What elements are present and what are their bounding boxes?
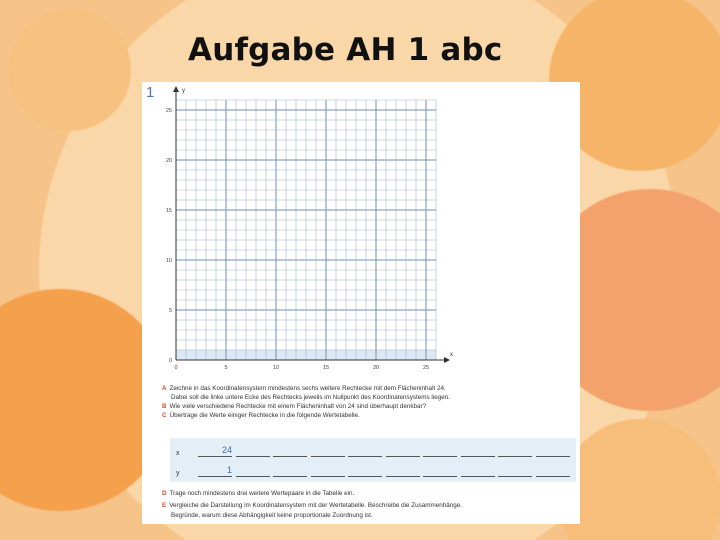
task-e-continued [171,512,373,520]
table-y-cell[interactable] [536,464,570,477]
task-letter: A [162,385,167,392]
x-tick-label: 0 [174,365,178,371]
x-tick-label: 5 [224,365,228,371]
task-text: Übertrage die Werte einiger Rechtecke in die folgende Wertetabelle. [169,412,360,419]
table-y-cell[interactable] [236,464,270,477]
table-y-cell[interactable] [498,464,532,477]
table-y-cell[interactable] [386,464,420,477]
table-x-cell[interactable] [348,444,382,457]
task-letter: E [162,502,167,509]
slide-title: Aufgabe AH 1 abc [188,32,503,68]
table-y-cell[interactable] [348,464,382,477]
task-a [162,385,446,393]
y-tick-label: 15 [165,208,172,214]
task-a-continued [171,394,450,402]
value-table [170,438,576,482]
table-y-label: y [176,470,180,477]
x-tick-label: 20 [372,365,380,371]
task-text: Begründe, warum diese Abhängigkeit keine proportionale Zuordnung ist. [171,512,373,519]
x-tick-label: 10 [272,365,280,371]
task-text: Zeichne in das Koordinatensystem mindestens sechs weitere Rechtecke mit dem Flächeninhalt 24. [169,385,446,392]
y-axis-label: y [182,88,185,94]
table-y-cell[interactable] [273,464,307,477]
y-axis-arrow [173,86,179,92]
table-x-cell[interactable] [236,444,270,457]
table-y-cell[interactable]: 1 [198,464,232,477]
table-x-cell[interactable] [386,444,420,457]
table-y-cell[interactable] [311,464,345,477]
table-x-cell[interactable] [273,444,307,457]
x-tick-label: 25 [422,365,430,371]
task-b [162,403,426,411]
y-tick-label: 10 [165,258,172,264]
table-x-cell[interactable]: 24 [198,444,232,457]
task-letter: D [162,490,167,497]
table-x-cell[interactable] [311,444,345,457]
task-letter: C [162,412,167,419]
y-tick-label: 25 [165,108,172,114]
task-letter: B [162,403,167,410]
table-y-cell[interactable] [423,464,457,477]
table-x-cell[interactable] [423,444,457,457]
y-tick-label: 5 [168,308,172,314]
worksheet [142,82,580,524]
table-x-cell[interactable] [536,444,570,457]
task-e [162,502,462,510]
task-text: Vergleiche die Darstellung im Koordinatensystem mit der Wertetabelle. Beschreibe die Zusammenhänge. [169,502,463,509]
task-text: Wie viele verschiedene Rechtecke mit einem Flächeninhalt von 24 sind überhaupt denkbar? [169,403,427,410]
table-x-cell[interactable] [498,444,532,457]
task-text: Trage noch mindestens drei weitere Wertepaare in die Tabelle ein. [169,490,355,497]
task-d [162,490,354,498]
y-tick-label: 20 [165,158,172,164]
task-c [162,412,360,420]
y-tick-label: 0 [168,358,172,364]
table-x-cell[interactable] [461,444,495,457]
coordinate-grid [142,82,580,372]
task-text: Dabei soll die linke untere Ecke des Rechtecks jeweils im Nullpunkt des Koordinatensystems liegen. [171,394,450,401]
task-number: 1 [146,84,155,101]
x-axis-label: x [450,352,453,358]
table-x-label: x [176,450,180,457]
x-tick-label: 15 [322,365,330,371]
table-y-cell[interactable] [461,464,495,477]
